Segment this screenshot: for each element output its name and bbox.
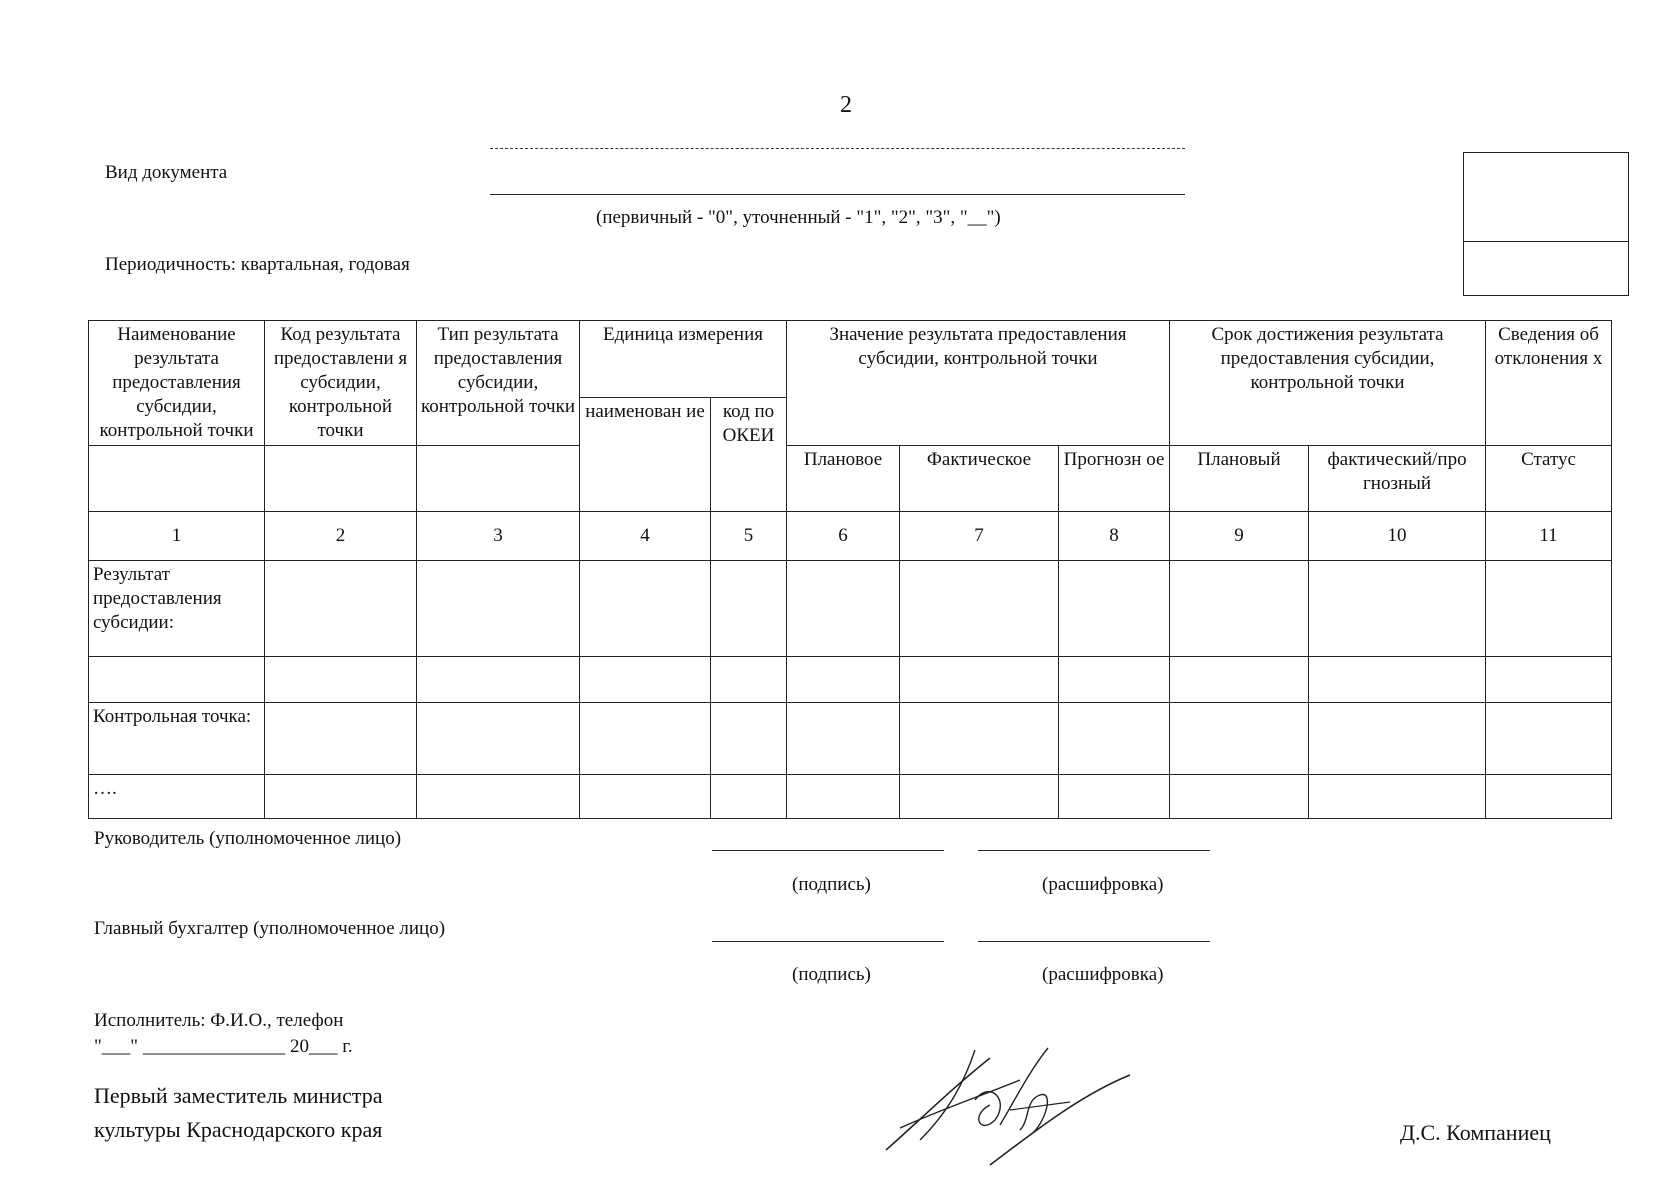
head-decode-caption: (расшифровка): [1042, 874, 1164, 895]
header-term-spacer: [1170, 397, 1486, 446]
header-value-spacer: [787, 397, 1170, 446]
header-status: Статус: [1486, 446, 1612, 512]
col-number: 10: [1309, 512, 1486, 561]
doc-type-dashed-line: [490, 148, 1185, 149]
col-number: 2: [265, 512, 417, 561]
header-value-forecast: Прогнозн ое: [1059, 446, 1170, 512]
header-deviation-spacer: [1486, 397, 1612, 446]
col-number: 3: [417, 512, 580, 561]
row-label-more: ….: [89, 775, 265, 819]
header-unit-name: наименован ие: [580, 397, 711, 512]
date-line: "___" _______________ 20___ г.: [94, 1036, 353, 1057]
accountant-label: Главный бухгалтер (уполномоченное лицо): [94, 918, 446, 939]
signer-position-line2: культуры Краснодарского края: [94, 1117, 383, 1142]
row-label-result: Результат предоставления субсидии:: [89, 561, 265, 657]
head-sign-caption: (подпись): [792, 874, 871, 895]
row-label-checkpoint: Контрольная точка:: [89, 703, 265, 775]
col-number: 5: [711, 512, 787, 561]
doc-type-hint: (первичный - "0", уточненный - "1", "2", "3", "__"): [596, 207, 1001, 228]
accountant-sign-line: [712, 941, 944, 942]
doc-type-line: [490, 194, 1185, 195]
col-number: 4: [580, 512, 711, 561]
header-code-spacer: [265, 446, 417, 512]
page-number: 2: [840, 92, 852, 118]
row-label-blank: [89, 657, 265, 703]
col-number: 1: [89, 512, 265, 561]
signer-name: Д.С. Компаниец: [1400, 1120, 1551, 1145]
executor-label: Исполнитель: Ф.И.О., телефон: [94, 1010, 344, 1031]
accountant-decode-caption: (расшифровка): [1042, 964, 1164, 985]
header-deviation: Сведения об отклонения х: [1486, 321, 1612, 398]
header-unit-code: код по ОКЕИ: [711, 397, 787, 512]
header-unit: Единица измерения: [580, 321, 787, 398]
header-term-fact: фактический/про гнозный: [1309, 446, 1486, 512]
col-number: 9: [1170, 512, 1309, 561]
header-value-plan: Плановое: [787, 446, 900, 512]
header-value: Значение результата предоставления субсидии, контрольной точки: [787, 321, 1170, 398]
header-type: Тип результата предоставления субсидии, контрольной точки: [417, 321, 580, 446]
header-term: Срок достижения результата предоставления субсидии, контрольной точки: [1170, 321, 1486, 398]
head-decode-line: [978, 850, 1210, 851]
head-sign-line: [712, 850, 944, 851]
header-name: Наименование результата предоставления субсидии, контрольной точки: [89, 321, 265, 446]
col-number: 11: [1486, 512, 1612, 561]
head-label: Руководитель (уполномоченное лицо): [94, 828, 402, 849]
signer-position-line1: Первый заместитель министра: [94, 1083, 383, 1108]
doc-type-label: Вид документа: [105, 162, 228, 183]
handwritten-signature: [880, 1040, 1140, 1170]
header-type-spacer: [417, 446, 580, 512]
col-number: 6: [787, 512, 900, 561]
doc-code-box-bottom: [1463, 240, 1629, 296]
doc-code-box-top: [1463, 152, 1629, 242]
header-value-fact: Фактическое: [900, 446, 1059, 512]
accountant-decode-line: [978, 941, 1210, 942]
results-table: [88, 320, 1612, 819]
col-number: 7: [900, 512, 1059, 561]
col-number: 8: [1059, 512, 1170, 561]
accountant-sign-caption: (подпись): [792, 964, 871, 985]
header-name-spacer: [89, 446, 265, 512]
periodicity-text: Периодичность: квартальная, годовая: [105, 254, 410, 275]
header-term-plan: Плановый: [1170, 446, 1309, 512]
header-code: Код результата предоставлени я субсидии, контрольной точки: [265, 321, 417, 446]
